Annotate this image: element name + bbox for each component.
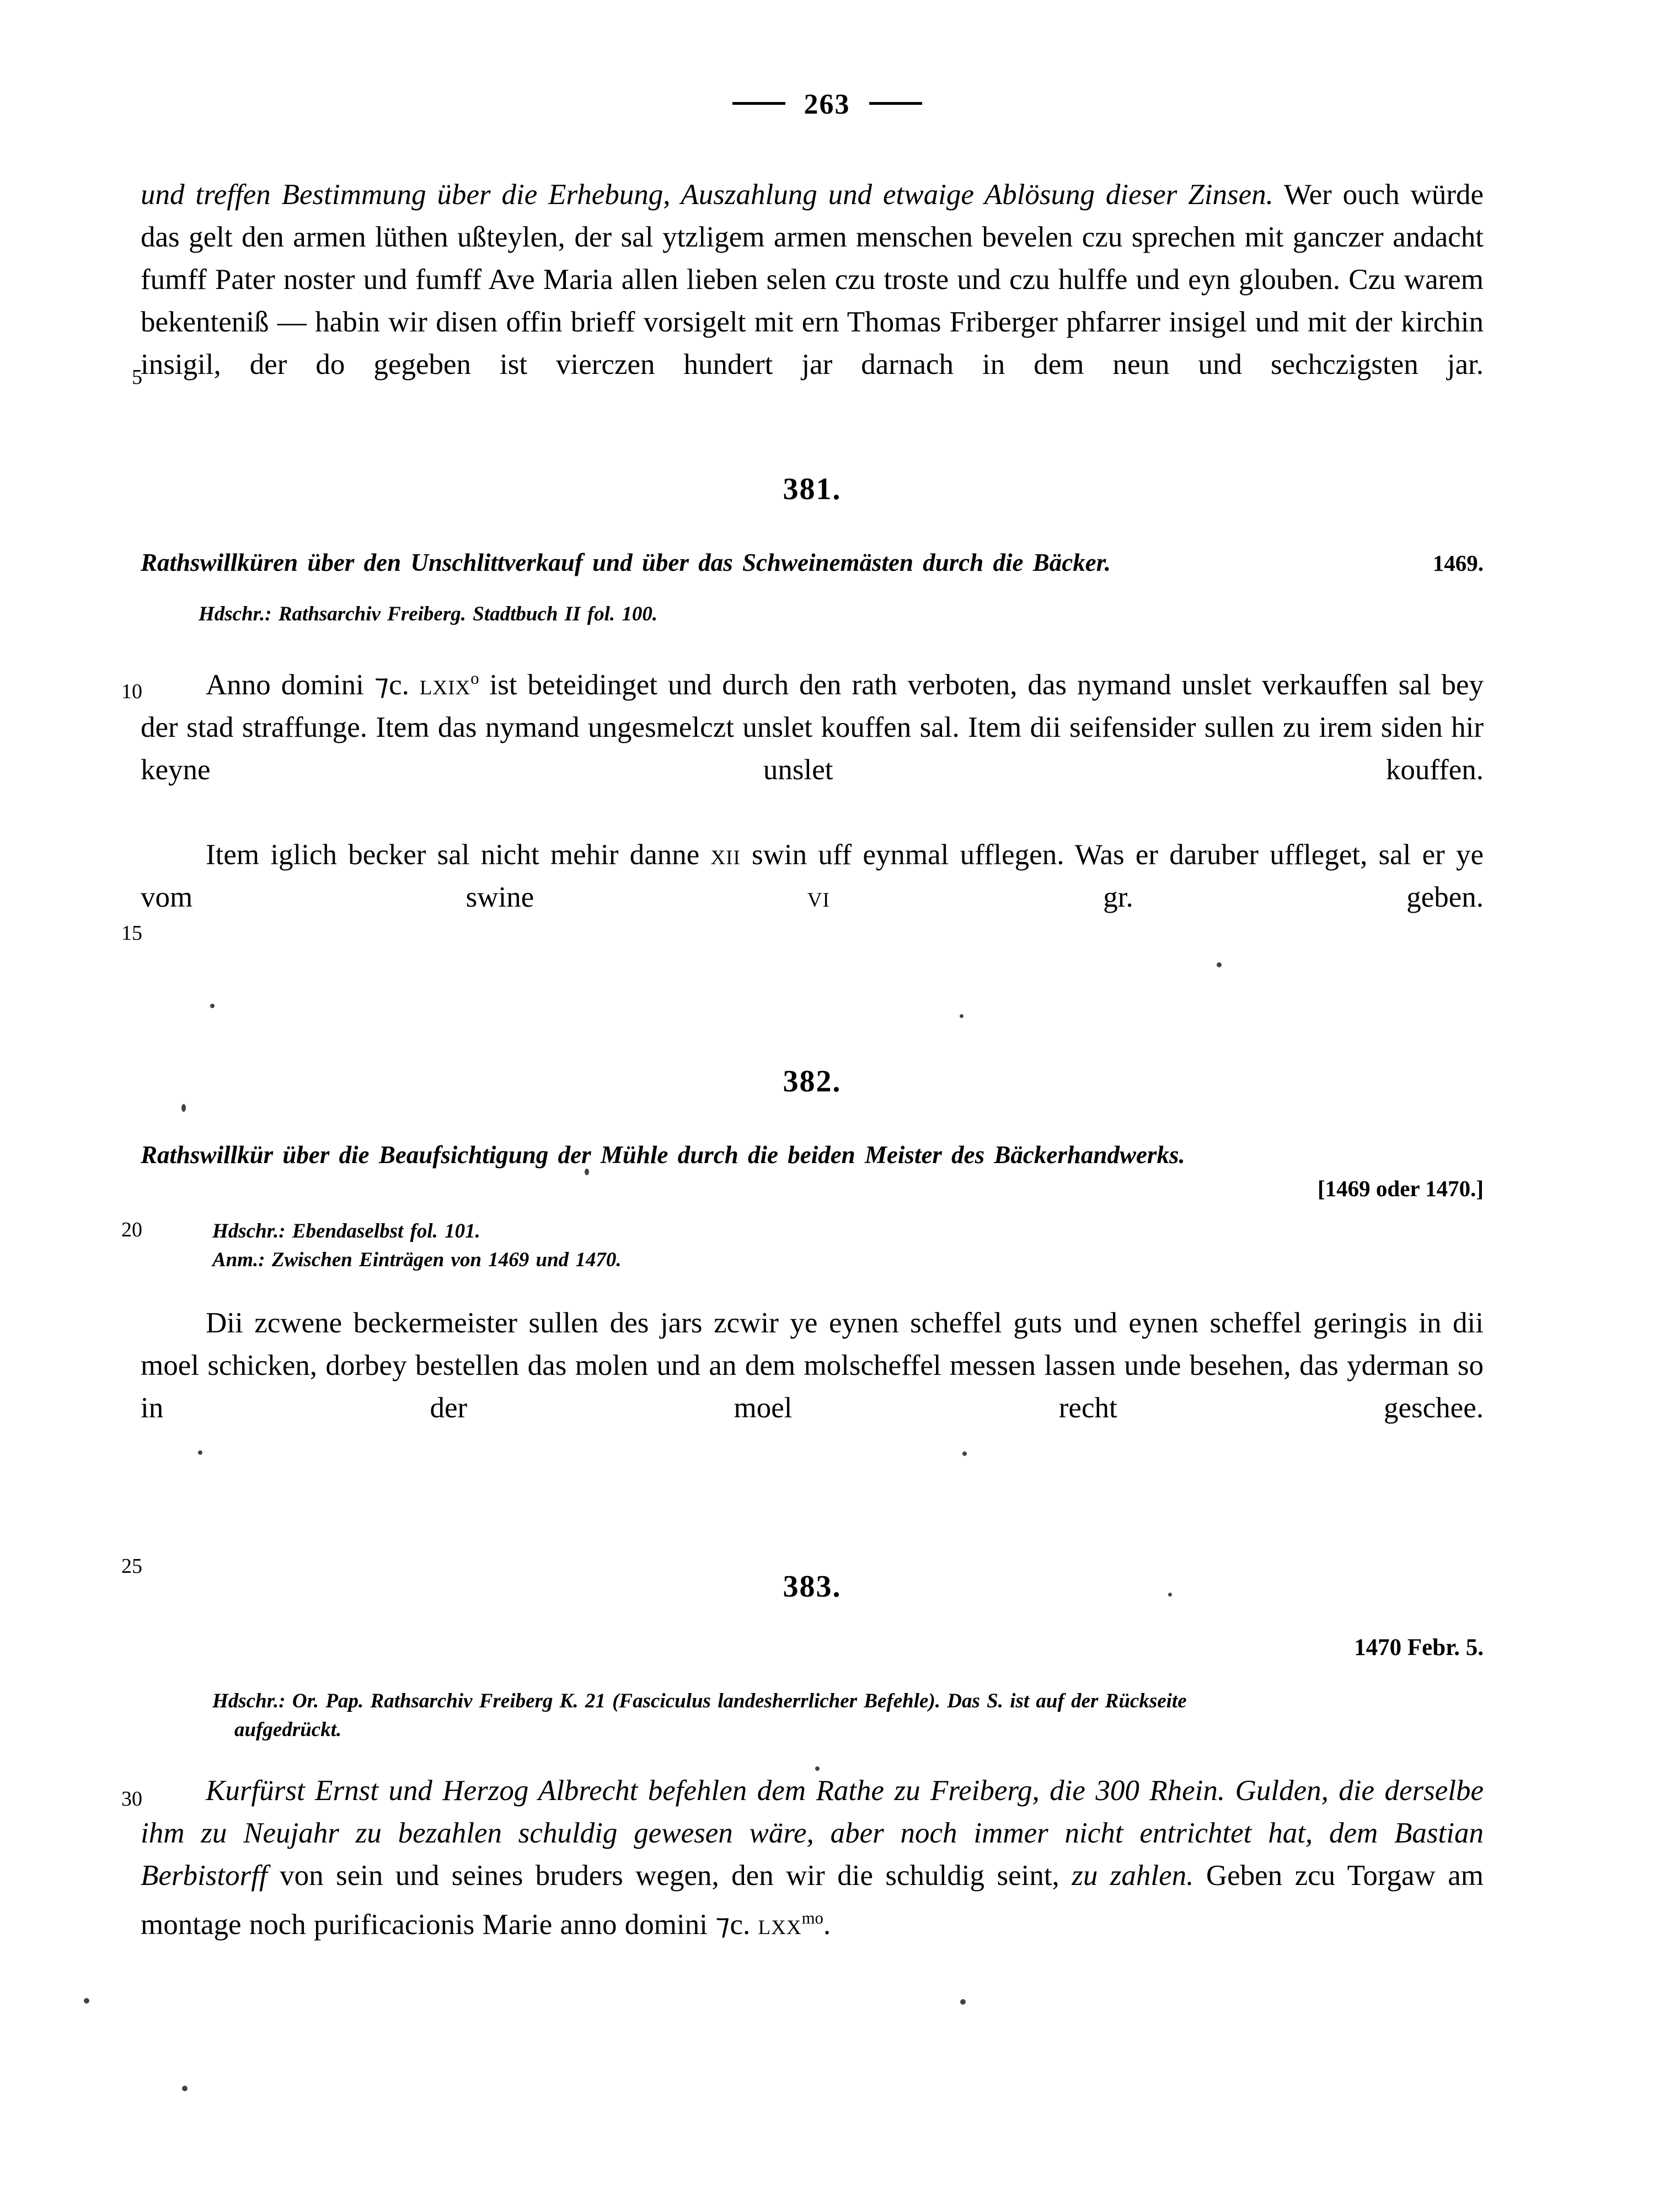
roman-numeral-lxx: lxx [758,1909,802,1941]
section-383 [141,1569,1484,1946]
section-381 [141,472,1484,961]
folio-rule-right [869,102,922,105]
scan-speck [960,1014,964,1018]
line-number-20: 20 [121,1218,142,1241]
section-381-year: 1469. [1432,550,1484,576]
scan-speck [960,1999,966,2005]
anno-domini-rest: ist beteidinget und durch den rath verboten, das nymand unslet verkauffen sal bey der stad straffunge. Item das nymand ungesmelczt unslet kouffen sal. Item dii seifensider sullen zu irem siden hir keyne unslet kouffen. [141,669,1484,786]
continued-paragraph-italic: und treffen Bestimmung über die Erhebung, Auszahlung und etwaige Ablösung dieser Zinsen. [141,179,1273,211]
ordinal-marker: o [470,669,479,688]
scan-speck [210,1004,215,1008]
scan-speck [181,1104,186,1112]
scan-speck [84,1998,89,2004]
page-header-folio [0,88,1654,121]
section-383-body [141,1770,1484,1946]
section-383-roman-2: Geben zcu Torgaw am montage noch purificacionis Marie anno domini ⁊c. [141,1860,1484,1941]
continued-paragraph [141,174,1484,429]
scan-speck [1217,962,1222,967]
section-383-roman-1: von sein und seines bruders wegen, den wir die schuldig seint, [267,1860,1072,1892]
section-381-paragraph-1 [141,657,1484,834]
section-383-source [141,1687,1484,1744]
line-number-15: 15 [121,922,142,945]
section-383-source-main: Hdschr.: Or. Pap. Rathsarchiv Freiberg K. 21 (Fasciculus landesherrlicher Befehle). Das S. ist auf der Rückseite [212,1690,1187,1713]
section-383-regest-italic-1: Kurfürst Ernst und Herzog Albrecht befehlen dem Rathe zu Freiberg, die 300 Rhein. Gulden, die derselbe ihm zu Neujahr zu bezahlen schuldig gewesen wäre, aber noch immer nicht entrichtet hat, dem Bastian Berbistorff [141,1775,1484,1892]
line-number-5: 5 [132,366,142,389]
section-382-source: Hdschr.: Ebendaselbst fol. 101. [212,1220,480,1243]
text-column [141,174,1484,1946]
section-number-382: 382. [783,1064,842,1099]
section-382-bracket-date: [1469 oder 1470.] [1317,1176,1484,1202]
anno-domini-prefix: Anno domini ⁊c. [206,669,420,701]
folio-rule-left [732,102,785,105]
scan-speck [962,1452,967,1456]
line-number-30: 30 [121,1787,142,1811]
item-becker-tail: gr. geben. [829,881,1484,914]
roman-numeral-xii: xii [710,839,741,871]
section-381-regest-row [141,545,1484,580]
scan-speck [815,1766,820,1771]
section-number-381: 381. [783,472,842,506]
final-punctuation: . [823,1909,831,1941]
section-382 [141,1064,1484,1472]
item-becker-middle: swin uff eynmal ufflegen. Was er daruber uffleget, sal er ye vom swine [141,839,1484,914]
continued-paragraph-roman: Wer ouch würde das gelt den armen lüthen ußteylen, der sal ytzligem armen menschen bevelen czu sprechen mit ganczer andacht fumff Pater noster und fumff Ave Maria allen lieben selen czu troste und czu hulffe und eyn glouben. Czu warem bekenteniß — habin wir disen offin brieff vorsigelt mit ern Thomas Friberger phfarrer insigel und mit der kirchin insigil, der do gegeben ist vierczen hundert jar darnach in dem neun und sechczigsten jar. [141,179,1484,381]
folio-number: 263 [804,89,850,120]
scan-speck [1168,1593,1172,1597]
roman-numeral-vi: vi [807,881,830,914]
section-383-regest-italic-2: zu zahlen. [1072,1860,1194,1892]
scan-speck [585,1169,589,1175]
scan-speck [182,2086,188,2091]
scan-speck [198,1450,202,1455]
section-382-body: Dii zcwene beckermeister sullen des jars zcwir ye eynen scheffel guts und eynen scheffel geringis in dii moel schicken, dorbey bestellen das molen und an dem molscheffel messen lassen unde besehen, das yderman so in der moel recht geschee. [141,1307,1484,1424]
ordinal-marker-mo: mo [801,1909,823,1928]
section-382-regest: Rathswillkür über die Beaufsichtigung der Mühle durch die beiden Meister des Bäckerhandwerks. [141,1141,1185,1169]
section-381-paragraph-2 [141,834,1484,961]
roman-numeral-lxix: lxix [419,669,471,701]
section-381-regest: Rathswillküren über den Unschlittverkauf und über das Schweinemästen durch die Bäcker. [141,549,1111,576]
line-number-10: 10 [121,680,142,703]
section-381-source: Hdschr.: Rathsarchiv Freiberg. Stadtbuch II fol. 100. [199,603,658,625]
line-number-25: 25 [121,1555,142,1578]
section-number-383: 383. [783,1570,842,1604]
item-becker-prefix: Item iglich becker sal nicht mehir danne [206,839,711,871]
section-383-source-continued: aufgedrückt. [234,1718,342,1742]
section-382-note: Anm.: Zwischen Einträgen von 1469 und 1470. [212,1249,622,1272]
section-383-date: 1470 Febr. 5. [1354,1635,1484,1661]
